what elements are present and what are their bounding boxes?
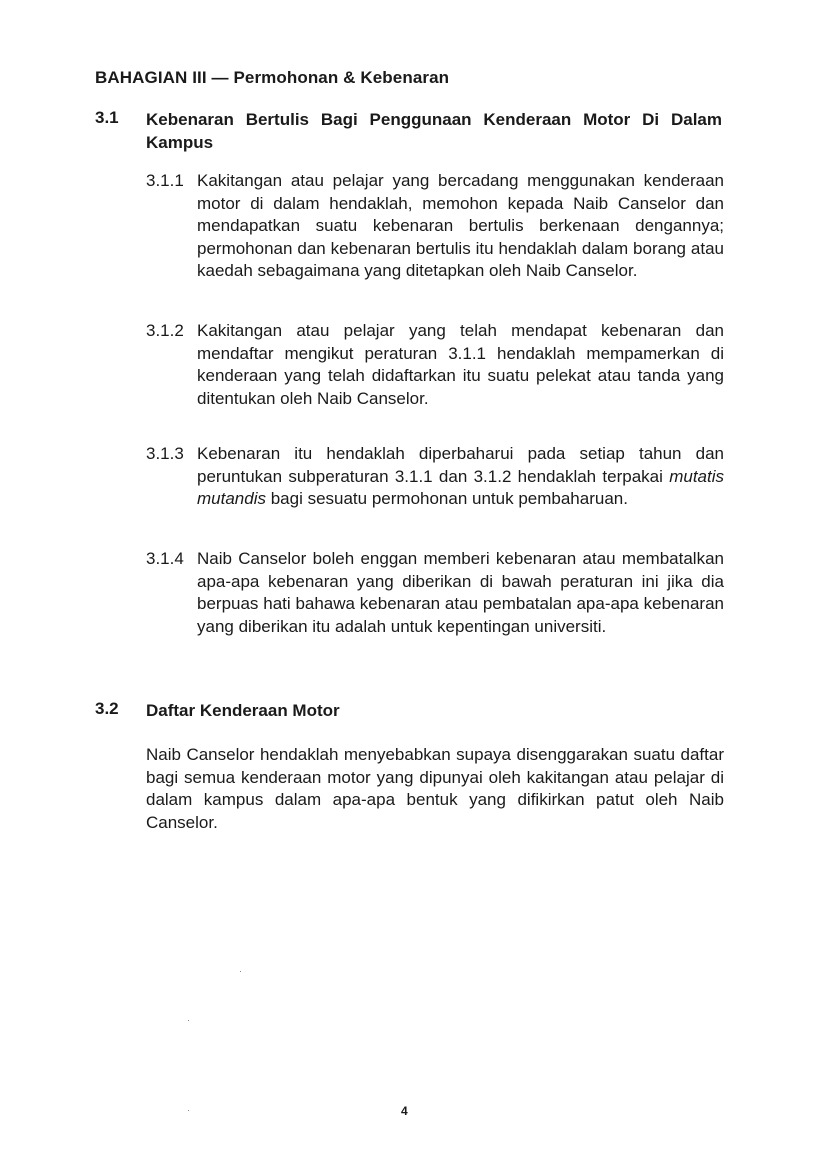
subsection-text: Naib Canselor boleh enggan memberi kebenaran atau membatalkan apa-apa kebenaran yang diberikan di bawah peraturan ini jika dia berpuas hati bahawa kebenaran atau pembatalan apa-apa kebenaran yang diberikan itu adalah untuk kepentingan universiti. xyxy=(197,549,724,636)
scan-speck xyxy=(188,1020,189,1021)
text-segment: Kebenaran itu hendaklah diperbaharui pada setiap tahun dan peruntukan subperaturan 3.1.1 dan 3.1.2 hendaklah terpakai xyxy=(197,444,724,486)
latin-phrase: mutatis mutandis xyxy=(197,466,724,509)
subsection-text: Kakitangan atau pelajar yang telah mendapat kebenaran dan mendaftar mengikut peraturan 3.1.1 hendaklah mempamerkan di kenderaan yang telah didaftarkan itu suatu pelekat atau tanda yang ditentukan oleh Naib Canselor. xyxy=(197,321,724,408)
text-segment: bagi sesuatu permohonan untuk pembaharuan. xyxy=(265,489,628,509)
scan-speck xyxy=(188,1110,189,1111)
subsection-3-1-4 xyxy=(146,548,724,638)
section-number: 3.2 xyxy=(95,699,119,718)
subsection-number: 3.1.3 xyxy=(146,444,184,463)
page-number: 4 xyxy=(401,1104,408,1118)
section-3-2-text: Naib Canselor hendaklah menyebabkan supaya disenggarakan suatu daftar bagi semua kenderaan motor yang dipunyai oleh kakitangan atau pelajar di dalam kampus dalam apa-apa bentuk yang difikirkan patut oleh Naib Canselor. xyxy=(146,745,724,832)
subsection-number: 3.1.4 xyxy=(146,549,184,568)
scan-speck xyxy=(240,971,241,972)
section-title: Kebenaran Bertulis Bagi Penggunaan Kenderaan Motor Di Dalam Kampus xyxy=(146,110,722,152)
subsection-3-1-1 xyxy=(146,170,724,283)
section-number: 3.1 xyxy=(95,108,119,127)
subsection-number: 3.1.1 xyxy=(146,171,184,190)
subsection-text xyxy=(197,443,724,511)
section-title: Daftar Kenderaan Motor xyxy=(146,701,340,720)
subsection-3-1-2 xyxy=(146,320,724,410)
subsection-text: Kakitangan atau pelajar yang bercadang menggunakan kenderaan motor di dalam hendaklah, memohon kepada Naib Canselor dan mendapatkan suatu kebenaran bertulis berkenaan dengannya; permohonan dan kebenaran bertulis itu hendaklah dalam borang atau kaedah sebagaimana yang ditetapkan oleh Naib Canselor. xyxy=(197,171,724,281)
subsection-3-1-3 xyxy=(146,443,724,511)
part-title: BAHAGIAN III — Permohonan & Kebenaran xyxy=(95,68,450,87)
subsection-number: 3.1.2 xyxy=(146,321,184,340)
